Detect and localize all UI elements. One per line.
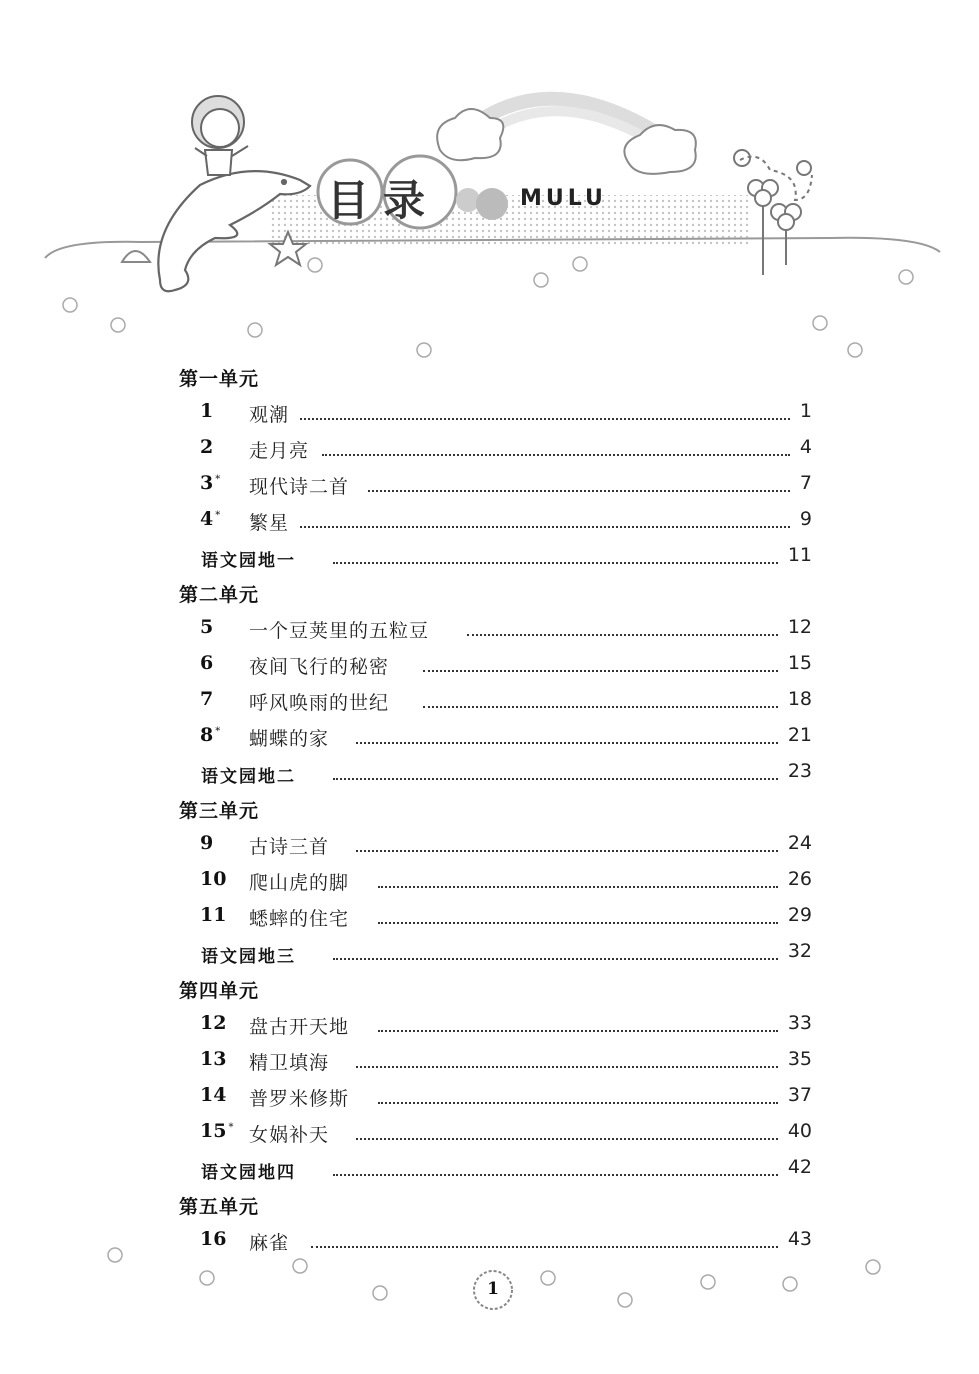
- page-number: 15: [787, 652, 812, 674]
- lesson-number: 9: [200, 832, 214, 854]
- page-number: 11: [787, 544, 812, 566]
- page-number: 32: [787, 940, 812, 962]
- header-illustration: [0, 0, 979, 370]
- lesson-title: 古诗三首: [249, 836, 330, 858]
- dot-leader: [333, 777, 778, 780]
- dot-leader: [356, 741, 778, 744]
- toc-entry[interactable]: [0, 648, 979, 682]
- garden-title: 语文园地一: [201, 551, 296, 571]
- lesson-title: 盘古开天地: [249, 1016, 350, 1038]
- flower-icon: [63, 257, 913, 357]
- lesson-number: 12: [200, 1012, 227, 1034]
- toc-entry[interactable]: [0, 864, 979, 898]
- dot-leader: [356, 1065, 778, 1068]
- dot-leader: [423, 669, 778, 672]
- dot-leader: [378, 885, 778, 888]
- toc-entry[interactable]: [0, 720, 979, 754]
- lesson-title: 繁星: [249, 512, 290, 534]
- lesson-title: 现代诗二首: [249, 476, 350, 498]
- dot-leader: [356, 849, 778, 852]
- dot-leader: [378, 921, 778, 924]
- lesson-number: 11: [200, 904, 227, 926]
- toc-entry[interactable]: [0, 540, 979, 574]
- dot-leader: [378, 1029, 778, 1032]
- toc-entry[interactable]: [0, 1080, 979, 1114]
- dot-leader: [322, 453, 790, 456]
- lesson-number: 8 *: [200, 724, 221, 746]
- dot-leader: [378, 1101, 778, 1104]
- page-number: 40: [787, 1120, 812, 1142]
- lesson-title: 走月亮: [249, 440, 310, 462]
- unit-title: 第五单元: [179, 1196, 260, 1218]
- footer-page-number: 1: [487, 1279, 499, 1299]
- lesson-number: 7: [200, 688, 214, 710]
- lesson-number: 15 *: [200, 1120, 234, 1142]
- lesson-number: 10: [200, 868, 227, 890]
- dot-leader: [356, 1137, 778, 1140]
- toc-entry[interactable]: [0, 684, 979, 718]
- dot-leader: [300, 417, 790, 420]
- lesson-title: 蟋蟀的住宅: [249, 908, 350, 930]
- unit-heading: [0, 972, 979, 1006]
- page-number: 29: [787, 904, 812, 926]
- page-number: 43: [787, 1228, 812, 1250]
- toc-entry[interactable]: [0, 1044, 979, 1078]
- lesson-number: 16: [200, 1228, 227, 1250]
- page-number: 24: [787, 832, 812, 854]
- page-number: 4: [799, 436, 812, 458]
- toc-entry[interactable]: [0, 396, 979, 430]
- dot-leader: [368, 489, 790, 492]
- lesson-title: 呼风唤雨的世纪: [249, 692, 390, 714]
- page-number: 42: [787, 1156, 812, 1178]
- page-number-badge: [471, 1268, 515, 1312]
- toc-entry[interactable]: [0, 432, 979, 466]
- cloud-icon: [437, 109, 696, 174]
- lesson-title: 爬山虎的脚: [249, 872, 350, 894]
- page-number: 33: [787, 1012, 812, 1034]
- page-number: 18: [787, 688, 812, 710]
- dot-leader: [467, 633, 778, 636]
- unit-title: 第一单元: [179, 368, 260, 390]
- page-number: 26: [787, 868, 812, 890]
- page-number: 12: [787, 616, 812, 638]
- toc-entry[interactable]: [0, 756, 979, 790]
- lesson-title: 观潮: [249, 404, 290, 426]
- toc-entry[interactable]: [0, 612, 979, 646]
- toc-entry[interactable]: [0, 1152, 979, 1186]
- toc-entry[interactable]: [0, 468, 979, 502]
- unit-heading: [0, 576, 979, 610]
- toc-entry[interactable]: [0, 504, 979, 538]
- unit-heading: [0, 792, 979, 826]
- toc-entry[interactable]: [0, 1116, 979, 1150]
- lesson-title: 蝴蝶的家: [249, 728, 330, 750]
- page-number: 21: [787, 724, 812, 746]
- lesson-number: 1: [200, 400, 214, 422]
- lesson-title: 女娲补天: [249, 1124, 330, 1146]
- page-title: 目录: [327, 176, 440, 225]
- girl-icon: [192, 96, 248, 175]
- toc-entry[interactable]: [0, 1008, 979, 1042]
- dot-leader: [333, 561, 778, 564]
- dot-leader: [333, 957, 778, 960]
- lesson-number: 6: [200, 652, 214, 674]
- page-number: 1: [799, 400, 812, 422]
- toc-entry[interactable]: [0, 828, 979, 862]
- toc-entry[interactable]: [0, 936, 979, 970]
- lesson-number: 14: [200, 1084, 227, 1106]
- lesson-number: 3 *: [200, 472, 221, 494]
- dot-leader: [300, 525, 790, 528]
- page-number: 9: [799, 508, 812, 530]
- lesson-title: 一个豆荚里的五粒豆: [249, 620, 430, 642]
- lesson-number: 5: [200, 616, 214, 638]
- page-number: 35: [787, 1048, 812, 1070]
- lesson-number: 4 *: [200, 508, 221, 530]
- garden-title: 语文园地四: [201, 1163, 296, 1183]
- dot-leader: [423, 705, 778, 708]
- page-number: 7: [799, 472, 812, 494]
- unit-heading: [0, 1188, 979, 1222]
- lesson-title: 精卫填海: [249, 1052, 330, 1074]
- lesson-title: 麻雀: [249, 1232, 290, 1254]
- lesson-title: 普罗米修斯: [249, 1088, 350, 1110]
- unit-title: 第三单元: [179, 800, 260, 822]
- unit-title: 第四单元: [179, 980, 260, 1002]
- garden-title: 语文园地二: [201, 767, 296, 787]
- dot-leader: [333, 1173, 778, 1176]
- garden-title: 语文园地三: [201, 947, 296, 967]
- shell-icon: [122, 251, 150, 262]
- unit-title: 第二单元: [179, 584, 260, 606]
- unit-heading: [0, 360, 979, 394]
- lesson-title: 夜间飞行的秘密: [249, 656, 390, 678]
- page-number: 37: [787, 1084, 812, 1106]
- page-subtitle: MULU: [520, 186, 607, 211]
- toc-entry[interactable]: [0, 900, 979, 934]
- page-number: 23: [787, 760, 812, 782]
- lesson-number: 2: [200, 436, 214, 458]
- lesson-number: 13: [200, 1048, 227, 1070]
